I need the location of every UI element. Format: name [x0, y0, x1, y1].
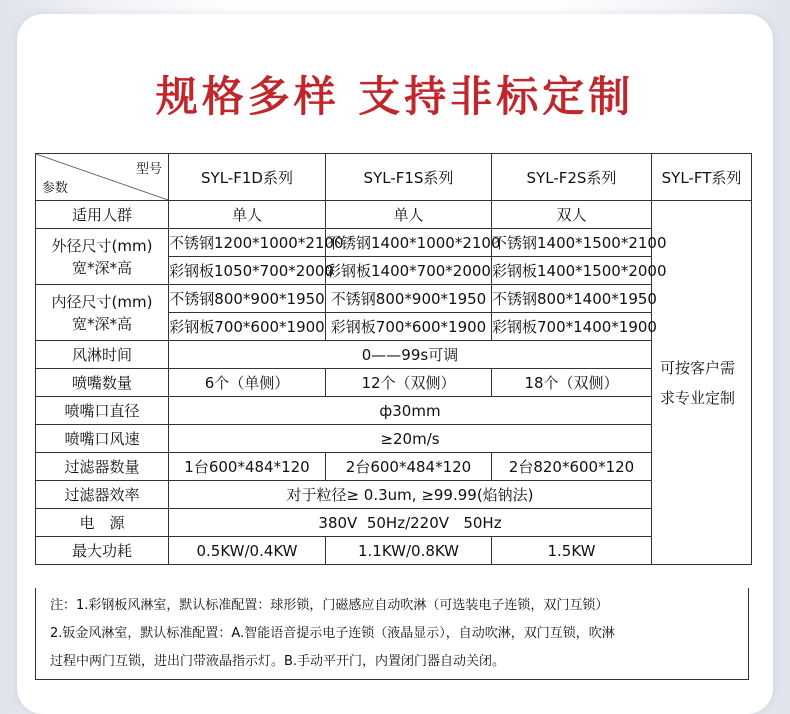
table-row	[36, 341, 752, 369]
table-cell: ф30mm	[169, 397, 652, 425]
table-cell: 不锈钢1200*1000*2100	[169, 229, 326, 257]
table-row	[36, 397, 752, 425]
table-cell: 彩钢板1400*700*2000	[326, 257, 492, 285]
corner-model-label: 型号	[135, 162, 162, 177]
model-header: SYL-FT系列	[652, 154, 752, 201]
table-row	[36, 453, 752, 481]
table-cell: 18个（双侧）	[492, 369, 652, 397]
table-cell: 双人	[492, 201, 652, 229]
table-cell: 不锈钢800*900*1950	[326, 285, 492, 313]
row-label: 喷嘴口风速	[36, 425, 169, 453]
row-label: 内径尺寸(mm) 宽*深*高	[36, 285, 169, 341]
row-label: 适用人群	[36, 201, 169, 229]
table-row	[36, 285, 752, 313]
page-title: 规格多样 支持非标定制	[155, 72, 635, 121]
table-cell: 不锈钢1400*1500*2100	[492, 229, 652, 257]
table-cell: 彩钢板700*600*1900	[326, 313, 492, 341]
table-cell: 不锈钢800*900*1950	[169, 285, 326, 313]
table-cell: 不锈钢1400*1000*2100	[326, 229, 492, 257]
model-header: SYL-F1S系列	[326, 154, 492, 201]
table-cell: 0.5KW/0.4KW	[169, 537, 326, 565]
notes-box	[35, 588, 749, 680]
table-row	[36, 229, 752, 257]
row-label: 电 源	[36, 509, 169, 537]
table-cell: 1.1KW/0.8KW	[326, 537, 492, 565]
corner-cell	[36, 154, 169, 201]
note-line: 过程中两门互锁，进出门带液晶指示灯。B.手动平开门，内置闭门器自动关闭。	[50, 654, 506, 669]
table-cell: 0——99s可调	[169, 341, 652, 369]
table-row	[36, 537, 752, 565]
row-label: 最大功耗	[36, 537, 169, 565]
table-row	[36, 509, 752, 537]
ft-custom-note: 可按客户需求专业定制	[652, 201, 752, 565]
table-cell: 1台600*484*120	[169, 453, 326, 481]
note-line: 2.钣金风淋室，默认标准配置：A.智能语音提示电子连锁（液晶显示），自动吹淋，双门互锁，吹淋	[50, 626, 615, 641]
row-label: 过滤器数量	[36, 453, 169, 481]
note-line: 注：1.彩钢板风淋室，默认标准配置：球形锁，门磁感应自动吹淋（可选装电子连锁，双门互锁）	[50, 598, 609, 613]
corner-param-label: 参数	[42, 181, 69, 196]
table-cell: 1.5KW	[492, 537, 652, 565]
row-label: 喷嘴数量	[36, 369, 169, 397]
table-cell: 彩钢板700*1400*1900	[492, 313, 652, 341]
row-label: 喷嘴口直径	[36, 397, 169, 425]
table-cell: 对于粒径≥ 0.3um, ≥99.99(焰钠法)	[169, 481, 652, 509]
row-label: 过滤器效率	[36, 481, 169, 509]
row-label: 外径尺寸(mm) 宽*深*高	[36, 229, 169, 285]
model-header: SYL-F2S系列	[492, 154, 652, 201]
table-cell: 2台820*600*120	[492, 453, 652, 481]
table-cell: 6个（单侧）	[169, 369, 326, 397]
model-header: SYL-F1D系列	[169, 154, 326, 201]
row-label: 风淋时间	[36, 341, 169, 369]
table-row	[36, 425, 752, 453]
table-cell: 彩钢板1050*700*2000	[169, 257, 326, 285]
table-cell: 单人	[169, 201, 326, 229]
table-cell: ≥20m/s	[169, 425, 652, 453]
spec-table	[35, 153, 752, 565]
table-cell: 不锈钢800*1400*1950	[492, 285, 652, 313]
table-row	[36, 201, 752, 229]
table-cell: 2台600*484*120	[326, 453, 492, 481]
table-row	[36, 481, 752, 509]
table-header-row	[36, 154, 752, 201]
table-cell: 380V 50Hz/220V 50Hz	[169, 509, 652, 537]
table-cell: 单人	[326, 201, 492, 229]
table-cell: 彩钢板1400*1500*2000	[492, 257, 652, 285]
table-cell: 12个（双侧）	[326, 369, 492, 397]
table-cell: 彩钢板700*600*1900	[169, 313, 326, 341]
table-row	[36, 369, 752, 397]
